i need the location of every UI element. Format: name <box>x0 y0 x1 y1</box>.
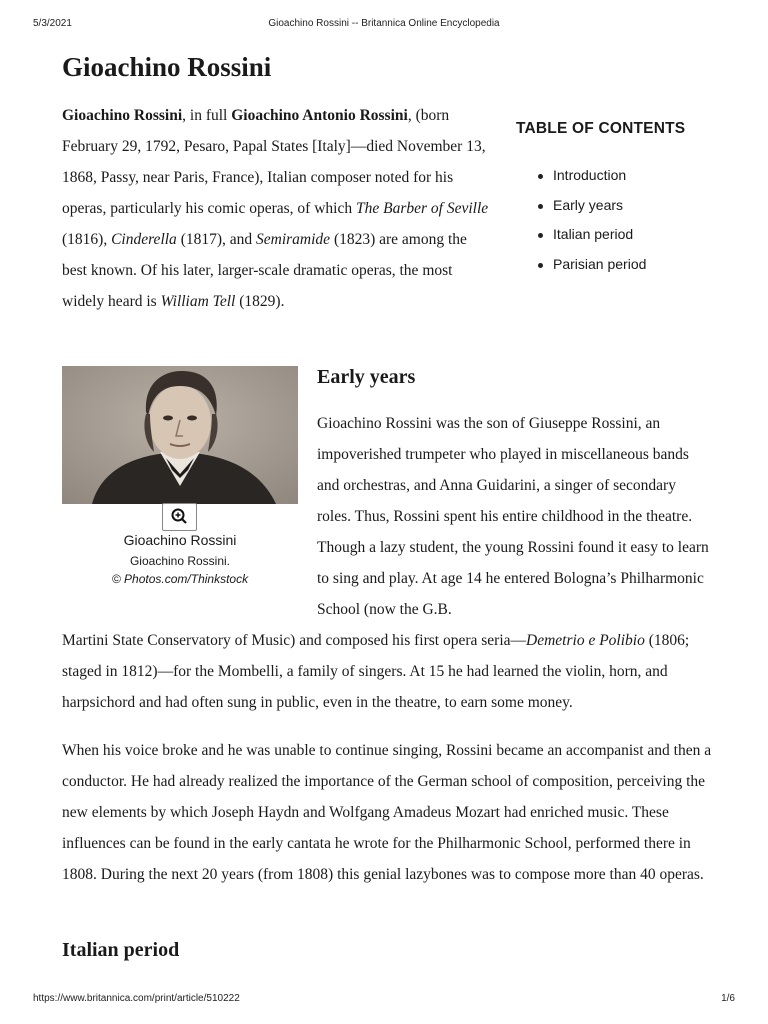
early-text-2: Martini State Conservatory of Music) and composed his first opera seria— <box>62 632 527 649</box>
early-years-paragraph-part1: Gioachino Rossini was the son of Giuseppe Rossini, an impoverished trumpeter who played in miscellaneous bands and orchestras, and Anna Guidarini, a singer of secondary roles. Thus, Rossini spent his entire childhood in the theatre. Though a lazy student, the young Rossini found it easy to learn to sing and play. At age 14 he entered Bologna’s Philharmonic School (now the G.B. <box>317 415 709 618</box>
section-heading-early-years: Early years <box>317 366 416 388</box>
early-years-paragraph-part2 <box>62 625 722 718</box>
toc-item-introduction[interactable]: Introduction <box>516 161 746 191</box>
toc-item-italian-period[interactable]: Italian period <box>516 220 746 250</box>
print-date: 5/3/2021 <box>33 18 72 29</box>
toc-item-early-years[interactable]: Early years <box>516 191 746 221</box>
work-demetrio: Demetrio e Polibio <box>526 632 645 649</box>
work-barber: The Barber of Seville <box>355 200 489 217</box>
magnifier-plus-icon <box>163 504 196 530</box>
print-page-title: Gioachino Rossini -- Britannica Online Encyclopedia <box>268 18 500 29</box>
figure-credit: © Photos.com/Thinkstock <box>111 572 249 586</box>
portrait-figure <box>62 366 298 586</box>
work-cinderella: Cinderella <box>111 231 177 248</box>
portrait-photo[interactable] <box>62 366 298 504</box>
intro-text-2: , (born February 29, 1792, Pesaro, Papal States [Italy]—died November 13, 1868, Passy, near Paris, France), Italian composer noted for his operas, particularly his comic operas, of which <box>62 107 486 217</box>
zoom-image-button[interactable] <box>162 503 197 531</box>
section-heading-italian-period: Italian period <box>62 939 180 961</box>
intro-text-5: (1823) are among the best known. Of his later, larger-scale dramatic operas, the most widely heard is <box>62 231 467 310</box>
print-url: https://www.britannica.com/print/article/510222 <box>33 993 240 1004</box>
toc-item-parisian-period[interactable]: Parisian period <box>516 250 746 280</box>
work-william-tell: William Tell <box>160 293 236 310</box>
early-years-paragraph-2: When his voice broke and he was unable to continue singing, Rossini became an accompanist and then a conductor. He had already realized the importance of the German school of composition, perceiving the new elements by which Joseph Haydn and Wolfgang Amadeus Mozart had enriched music. These influences can be found in the early cantata he wrote for the Philharmonic School, performed there in 1808. During the next 20 years (from 1808) this genial lazybones was to compose more than 40 operas. <box>62 742 712 883</box>
intro-text-3: (1816), <box>62 231 112 248</box>
intro-text-4: (1817), and <box>176 231 257 248</box>
article-title: Gioachino Rossini <box>62 52 272 82</box>
intro-name: Gioachino Rossini <box>62 107 183 124</box>
figure-caption-title: Gioachino Rossini <box>123 532 237 548</box>
intro-text-6: (1829). <box>235 293 285 310</box>
intro-fullname: Gioachino Antonio Rossini <box>231 107 408 124</box>
intro-paragraph <box>62 100 494 317</box>
early-text-3: (1806; staged in 1812)—for the Mombelli, a family of singers. At 15 he had learned the violin, horn, and harpsichord and had often sung in public, even in the theatre, to earn some money. <box>62 632 690 711</box>
intro-text-1: , in full <box>182 107 232 124</box>
toc-title: TABLE OF CONTENTS <box>516 120 686 137</box>
figure-caption-text: Gioachino Rossini. <box>129 554 231 568</box>
work-semiramide: Semiramide <box>256 231 331 248</box>
print-page-number: 1/6 <box>721 993 735 1004</box>
toc-list <box>516 161 746 279</box>
table-of-contents <box>516 120 746 279</box>
